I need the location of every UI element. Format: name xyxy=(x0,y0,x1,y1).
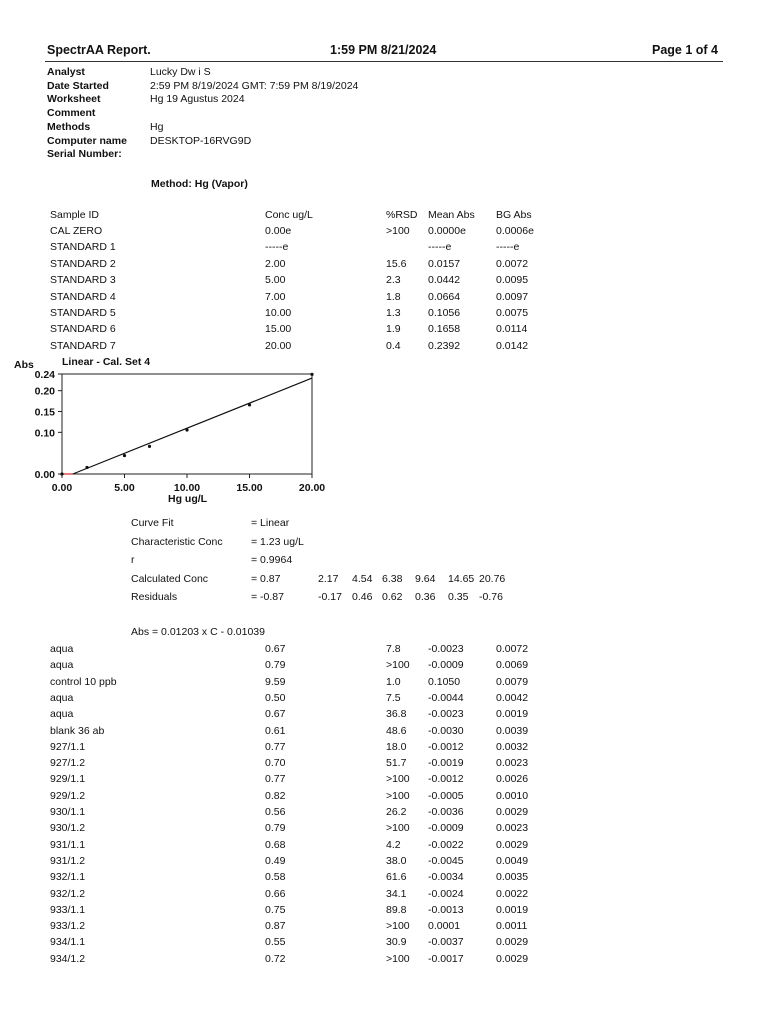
table-cell: 7.00 xyxy=(265,290,286,303)
table-cell: 0.0019 xyxy=(496,708,529,721)
table-cell: 0.0029 xyxy=(496,952,529,965)
table-cell: 0.72 xyxy=(265,952,286,965)
data-point xyxy=(60,472,63,475)
calibration-equation: Abs = 0.01203 x C - 0.01039 xyxy=(131,626,265,638)
table-cell: 26.2 xyxy=(386,806,407,818)
stat-value: = 1.23 ug/L xyxy=(251,535,304,548)
stat-label: r xyxy=(131,554,135,566)
table-cell: 15.6 xyxy=(386,257,407,270)
table-cell: 0.0069 xyxy=(496,659,529,672)
table-cell: >100 xyxy=(386,920,410,933)
table-cell: -0.0019 xyxy=(428,757,464,770)
table-cell: 0.77 xyxy=(265,740,286,753)
table-cell: 0.2392 xyxy=(428,339,461,352)
table-cell: aqua xyxy=(50,708,74,721)
table-cell: aqua xyxy=(50,659,74,672)
table-cell: 1.8 xyxy=(386,290,401,303)
x-tick-label: 20.00 xyxy=(298,482,326,494)
table-cell: STANDARD 4 xyxy=(50,290,116,303)
table-cell: 0.0114 xyxy=(496,323,528,336)
table-cell: 0.1658 xyxy=(428,323,461,336)
table-cell: >100 xyxy=(386,789,410,802)
stat-extra-value: 6.38 xyxy=(382,572,403,585)
table-cell: 0.0000e xyxy=(428,225,466,237)
y-axis-label: Abs xyxy=(14,359,34,371)
data-point xyxy=(248,403,251,406)
table-cell: 2.3 xyxy=(386,274,401,287)
meta-value: 2:59 PM 8/19/2024 GMT: 7:59 PM 8/19/2024 xyxy=(150,79,359,92)
table-cell: 0.0075 xyxy=(496,307,529,319)
table-cell: 933/1.2 xyxy=(50,920,86,933)
table-cell: 0.0029 xyxy=(496,806,529,818)
table-cell: 0.0664 xyxy=(428,290,461,303)
table-cell: 0.79 xyxy=(265,659,286,672)
table-cell: >100 xyxy=(386,822,410,835)
table-cell: 0.49 xyxy=(265,854,286,867)
table-cell: control 10 ppb xyxy=(50,675,117,688)
table-cell: 0.67 xyxy=(265,708,286,721)
table-cell: -0.0012 xyxy=(428,740,464,753)
table-cell: 0.0039 xyxy=(496,724,529,737)
stat-label: Curve Fit xyxy=(131,517,174,529)
table-cell: 0.0095 xyxy=(496,274,529,287)
table-cell: 932/1.2 xyxy=(50,887,86,900)
meta-value: Hg xyxy=(150,120,164,133)
meta-label: Worksheet xyxy=(47,93,101,106)
column-header: BG Abs xyxy=(496,209,532,221)
table-cell: 89.8 xyxy=(386,903,407,916)
y-tick-label: 0.15 xyxy=(34,406,55,419)
table-cell: -0.0022 xyxy=(428,838,464,851)
table-cell: 0.0023 xyxy=(496,822,529,835)
table-cell: -0.0005 xyxy=(428,789,464,802)
table-cell: 0.87 xyxy=(265,920,286,933)
table-cell: STANDARD 5 xyxy=(50,307,116,319)
table-cell: 930/1.2 xyxy=(50,822,86,835)
table-cell: 30.9 xyxy=(386,936,407,949)
table-cell: 0.0022 xyxy=(496,887,529,900)
y-tick-label: 0.00 xyxy=(34,469,55,481)
stat-extra-value: 2.17 xyxy=(318,572,339,585)
table-cell: 0.0157 xyxy=(428,257,461,270)
table-cell: -0.0030 xyxy=(428,724,464,737)
table-cell: -0.0013 xyxy=(428,903,464,916)
table-cell: 929/1.2 xyxy=(50,789,86,802)
table-cell: 0.4 xyxy=(386,339,401,352)
table-cell: -0.0009 xyxy=(428,659,464,672)
table-cell: 931/1.1 xyxy=(50,838,86,851)
stat-value: = Linear xyxy=(251,517,290,529)
table-cell: 0.0079 xyxy=(496,675,529,688)
meta-label: Comment xyxy=(47,107,96,120)
stat-extra-value: 0.36 xyxy=(415,591,436,603)
table-cell: STANDARD 3 xyxy=(50,274,116,287)
table-cell: -0.0034 xyxy=(428,871,464,884)
column-header: Sample ID xyxy=(50,209,100,221)
table-cell: 0.55 xyxy=(265,936,286,949)
table-cell: 0.0072 xyxy=(496,257,529,270)
x-axis-label: Hg ug/L xyxy=(168,493,208,505)
table-cell: 0.0029 xyxy=(496,838,529,851)
column-header: Mean Abs xyxy=(428,209,475,221)
table-cell: blank 36 ab xyxy=(50,724,105,737)
data-point xyxy=(123,454,126,457)
table-cell: STANDARD 7 xyxy=(50,339,116,352)
table-cell: -0.0012 xyxy=(428,773,464,786)
meta-value: Hg 19 Agustus 2024 xyxy=(150,93,245,106)
table-cell: >100 xyxy=(386,952,410,965)
column-header: Conc ug/L xyxy=(265,209,313,221)
table-cell: 0.1056 xyxy=(428,307,461,319)
table-cell: 0.0032 xyxy=(496,740,529,753)
table-cell: -0.0045 xyxy=(428,854,464,867)
x-tick-label: 0.00 xyxy=(51,482,73,494)
table-cell: -0.0024 xyxy=(428,887,464,900)
table-cell: 931/1.2 xyxy=(50,854,86,867)
table-cell: -0.0017 xyxy=(428,952,464,965)
table-cell: 38.0 xyxy=(386,854,407,867)
table-cell: 0.0442 xyxy=(428,274,461,287)
chart-title: Linear - Cal. Set 4 xyxy=(62,356,151,368)
table-cell: 7.5 xyxy=(386,691,401,704)
stat-extra-value: -0.76 xyxy=(479,591,503,603)
table-cell: STANDARD 6 xyxy=(50,323,116,336)
table-cell: 0.79 xyxy=(265,822,286,835)
table-cell: 929/1.1 xyxy=(50,773,86,786)
stat-value: = 0.87 xyxy=(251,572,281,585)
table-cell: aqua xyxy=(50,643,74,655)
table-cell: 927/1.1 xyxy=(50,740,86,753)
x-tick-label: 10.00 xyxy=(173,482,201,494)
table-cell: -0.0023 xyxy=(428,708,464,721)
table-cell: >100 xyxy=(386,659,410,672)
table-cell: -0.0023 xyxy=(428,643,464,655)
header-rule xyxy=(45,61,723,62)
table-cell: 933/1.1 xyxy=(50,903,86,916)
table-cell: -----e xyxy=(496,241,520,254)
table-cell: 1.9 xyxy=(386,323,401,336)
table-cell: -0.0037 xyxy=(428,936,464,949)
stat-extra-value: 0.46 xyxy=(352,591,373,603)
table-cell: -----e xyxy=(428,241,452,254)
calibration-chart xyxy=(0,360,330,510)
stat-label: Residuals xyxy=(131,591,178,603)
table-cell: 0.0001 xyxy=(428,920,461,933)
table-cell: 7.8 xyxy=(386,643,401,655)
table-cell: 48.6 xyxy=(386,724,407,737)
table-cell: 0.0042 xyxy=(496,691,529,704)
table-cell: 927/1.2 xyxy=(50,757,86,770)
stat-label: Calculated Conc xyxy=(131,572,209,585)
page-indicator: Page 1 of 4 xyxy=(652,43,718,57)
table-cell: 1.3 xyxy=(386,307,401,319)
y-tick-label: 0.24 xyxy=(34,369,55,381)
table-cell: 0.0029 xyxy=(496,936,529,949)
stat-value: = -0.87 xyxy=(251,591,284,603)
table-cell: 934/1.2 xyxy=(50,952,86,965)
report-timestamp: 1:59 PM 8/21/2024 xyxy=(330,43,437,57)
table-cell: aqua xyxy=(50,691,74,704)
table-cell: CAL ZERO xyxy=(50,225,103,237)
stat-extra-value: 20.76 xyxy=(479,572,506,585)
stat-extra-value: 0.62 xyxy=(382,591,403,603)
table-cell: 0.70 xyxy=(265,757,286,770)
table-cell: 0.1050 xyxy=(428,675,461,688)
table-cell: 0.50 xyxy=(265,691,286,704)
table-cell: 15.00 xyxy=(265,323,292,336)
method-title: Method: Hg (Vapor) xyxy=(151,178,248,190)
table-cell: 0.58 xyxy=(265,871,286,884)
data-point xyxy=(185,428,188,431)
table-cell: 0.61 xyxy=(265,724,286,737)
table-cell: 0.0049 xyxy=(496,854,529,867)
stat-extra-value: 0.35 xyxy=(448,591,469,603)
table-cell: >100 xyxy=(386,773,410,786)
plot-frame xyxy=(62,374,312,474)
data-point xyxy=(310,373,313,376)
meta-label: Analyst xyxy=(47,66,85,78)
table-cell: 0.0011 xyxy=(496,920,528,933)
y-tick-label: 0.20 xyxy=(34,385,55,398)
table-cell: -0.0036 xyxy=(428,806,464,818)
table-cell: 51.7 xyxy=(386,757,407,770)
table-cell: >100 xyxy=(386,225,410,237)
table-cell: 0.0019 xyxy=(496,903,529,916)
table-cell: 0.67 xyxy=(265,643,286,655)
x-tick-label: 5.00 xyxy=(114,482,135,494)
table-cell: 0.77 xyxy=(265,773,286,786)
stat-extra-value: 4.54 xyxy=(352,572,373,585)
stat-extra-value: 14.65 xyxy=(448,572,475,585)
table-cell: 0.66 xyxy=(265,887,286,900)
table-cell: 0.0023 xyxy=(496,757,529,770)
table-cell: 0.82 xyxy=(265,789,286,802)
table-cell: STANDARD 2 xyxy=(50,257,116,270)
table-cell: 930/1.1 xyxy=(50,806,86,818)
table-cell: 932/1.1 xyxy=(50,871,86,884)
table-cell: 934/1.1 xyxy=(50,936,86,949)
table-cell: 5.00 xyxy=(265,274,286,287)
table-cell: 18.0 xyxy=(386,740,407,753)
y-tick-label: 0.10 xyxy=(34,427,55,440)
table-cell: 0.68 xyxy=(265,838,286,851)
table-cell: 0.75 xyxy=(265,903,286,916)
meta-label: Methods xyxy=(47,120,91,133)
stat-extra-value: 9.64 xyxy=(415,572,436,585)
meta-value: Lucky Dw i S xyxy=(150,66,211,78)
table-cell: 0.0026 xyxy=(496,773,529,786)
table-cell: 0.0072 xyxy=(496,643,529,655)
x-tick-label: 15.00 xyxy=(236,482,263,494)
stat-extra-value: -0.17 xyxy=(318,591,342,603)
table-cell: 0.0010 xyxy=(496,789,529,802)
report-title: SpectrAA Report. xyxy=(47,43,151,57)
table-cell: 10.00 xyxy=(265,307,292,319)
table-cell: 20.00 xyxy=(265,339,292,352)
meta-label: Serial Number: xyxy=(47,148,122,161)
meta-value: DESKTOP-16RVG9D xyxy=(150,134,252,147)
table-cell: 4.2 xyxy=(386,838,401,851)
table-cell: 34.1 xyxy=(386,887,407,900)
table-cell: 0.0006e xyxy=(496,225,534,237)
table-cell: 9.59 xyxy=(265,675,286,688)
table-cell: -0.0009 xyxy=(428,822,464,835)
meta-label: Computer name xyxy=(47,134,127,147)
table-cell: -----e xyxy=(265,241,289,254)
table-cell: 36.8 xyxy=(386,708,407,721)
stat-value: = 0.9964 xyxy=(251,554,293,566)
table-cell: 0.00e xyxy=(265,225,292,237)
fit-line xyxy=(73,378,312,474)
table-cell: 0.0097 xyxy=(496,290,529,303)
column-header: %RSD xyxy=(386,209,418,221)
meta-label: Date Started xyxy=(47,79,109,92)
stat-label: Characteristic Conc xyxy=(131,535,223,548)
data-point xyxy=(148,445,151,448)
table-cell: -0.0044 xyxy=(428,691,464,704)
table-cell: STANDARD 1 xyxy=(50,241,116,254)
table-cell: 2.00 xyxy=(265,257,286,270)
table-cell: 1.0 xyxy=(386,675,401,688)
data-point xyxy=(85,466,88,469)
table-cell: 0.0035 xyxy=(496,871,529,884)
table-cell: 0.56 xyxy=(265,806,286,818)
table-cell: 0.0142 xyxy=(496,339,529,352)
table-cell: 61.6 xyxy=(386,871,407,884)
